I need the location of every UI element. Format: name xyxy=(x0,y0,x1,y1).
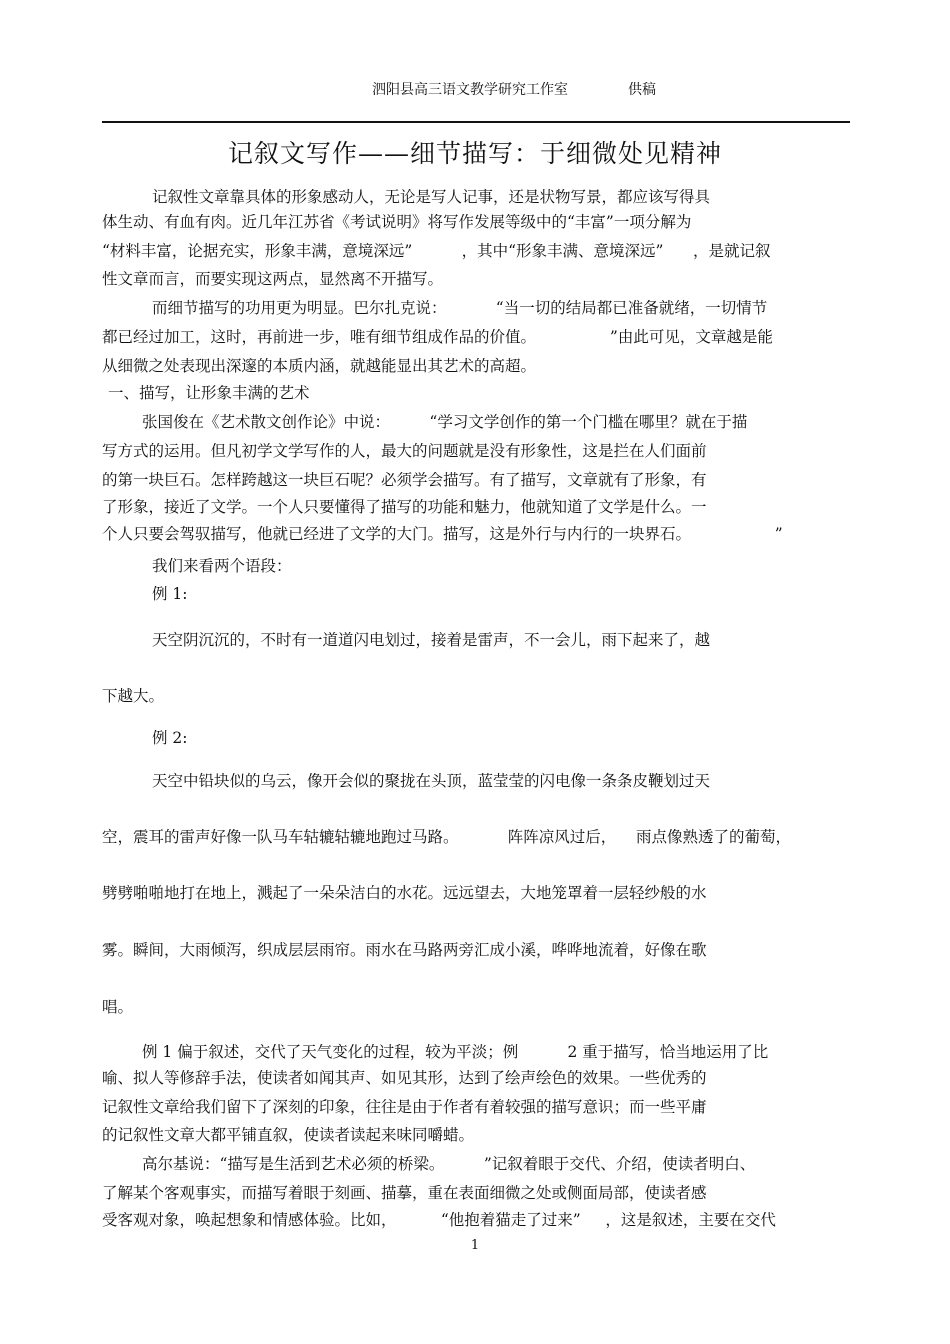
text-line: 天空阴沉沉的，不时有一道道闪电划过，接着是雷声，不一会儿，雨下起来了，越 xyxy=(152,631,711,649)
text-line: 唱。 xyxy=(102,998,134,1016)
text-line: “材料丰富，论据充实，形象丰满，意境深远” ，其中“形象丰满、意境深远” ，是就记叙 xyxy=(102,242,771,260)
text-line: 记叙性文章给我们留下了深刻的印象，往往是由于作者有着较强的描写意识；而一些平庸 xyxy=(102,1098,707,1116)
text-line: 劈劈啪啪地打在地上，溅起了一朵朵洁白的水花。远远望去，大地笼罩着一层轻纱般的水 xyxy=(102,884,707,902)
text-line: 受客观对象，唤起想象和情感体验。比如， “他抱着猫走了过来” ，这是叙述，主要在交代 xyxy=(102,1211,776,1229)
section-heading: 一、描写，让形象丰满的艺术 xyxy=(108,384,310,402)
header-office: 泗阳县高三语文教学研究工作室 xyxy=(372,82,568,98)
page-title: 记叙文写作——细节描写：于细微处见精神 xyxy=(227,139,722,168)
text-line: 的第一块巨石。怎样跨越这一块巨石呢？必须学会描写。有了描写，文章就有了形象，有 xyxy=(102,471,707,489)
text-line: 而细节描写的功用更为明显。巴尔扎克说： “当一切的结局都已准备就绪，一切情节 xyxy=(152,299,768,317)
header-credit: 供稿 xyxy=(628,82,656,98)
text-line: 我们来看两个语段： xyxy=(152,557,292,575)
text-line: 都已经过加工，这时，再前进一步，唯有细节组成作品的价值。 ”由此可见，文章越是能 xyxy=(102,328,773,346)
text-line: 性文章而言，而要实现这两点，显然离不开描写。 xyxy=(102,270,444,288)
text-line: 个人只要会驾驭描写，他就已经进了文学的大门。描写，这是外行与内行的一块界石。 ” xyxy=(102,525,783,543)
text-line: 写方式的运用。但凡初学文学写作的人，最大的问题就是没有形象性，这是拦在人们面前 xyxy=(102,442,707,460)
text-line: 的记叙性文章大都平铺直叙，使读者读起来味同嚼蜡。 xyxy=(102,1126,475,1144)
text-line: 例 1 偏于叙述，交代了天气变化的过程，较为平淡；例 2 重于描写，恰当地运用了比 xyxy=(142,1043,769,1061)
text-line: 高尔基说：“描写是生活到艺术必须的桥梁。 ”记叙着眼于交代、介绍，使读者明白、 xyxy=(142,1155,756,1173)
text-line: 张国俊在《艺术散文创作论》中说： “学习文学创作的第一个门槛在哪里？就在于描 xyxy=(142,413,748,431)
text-line: 下越大。 xyxy=(102,687,165,705)
page-number: 1 xyxy=(470,1238,480,1253)
text-line: 天空中铅块似的乌云，像开会似的聚拢在头顶，蓝莹莹的闪电像一条条皮鞭划过天 xyxy=(152,772,711,790)
text-line: 了解某个客观事实，而描写着眼于刻画、描摹，重在表面细微之处或侧面局部，使读者感 xyxy=(102,1184,707,1202)
header-rule xyxy=(102,121,850,123)
example-label: 例 2: xyxy=(152,729,188,747)
text-line: 记叙性文章靠具体的形象感动人，无论是写人记事，还是状物写景，都应该写得具 xyxy=(152,188,711,206)
text-line: 了形象，接近了文学。一个人只要懂得了描写的功能和魅力，他就知道了文学是什么。一 xyxy=(102,498,707,516)
text-line: 喻、拟人等修辞手法，使读者如闻其声、如见其形，达到了绘声绘色的效果。一些优秀的 xyxy=(102,1069,707,1087)
example-label: 例 1: xyxy=(152,585,188,603)
text-line: 空，震耳的雷声好像一队马车轱辘轱辘地跑过马路。 阵阵凉风过后， 雨点像熟透了的葡萄， xyxy=(102,828,791,846)
text-line: 从细微之处表现出深邃的本质内涵，就越能显出其艺术的高超。 xyxy=(102,357,537,375)
text-line: 体生动、有血有肉。近几年江苏省《考试说明》将写作发展等级中的“丰富”一项分解为 xyxy=(102,213,692,231)
text-line: 雾。瞬间，大雨倾泻，织成层层雨帘。雨水在马路两旁汇成小溪，哗哗地流着，好像在歌 xyxy=(102,941,707,959)
